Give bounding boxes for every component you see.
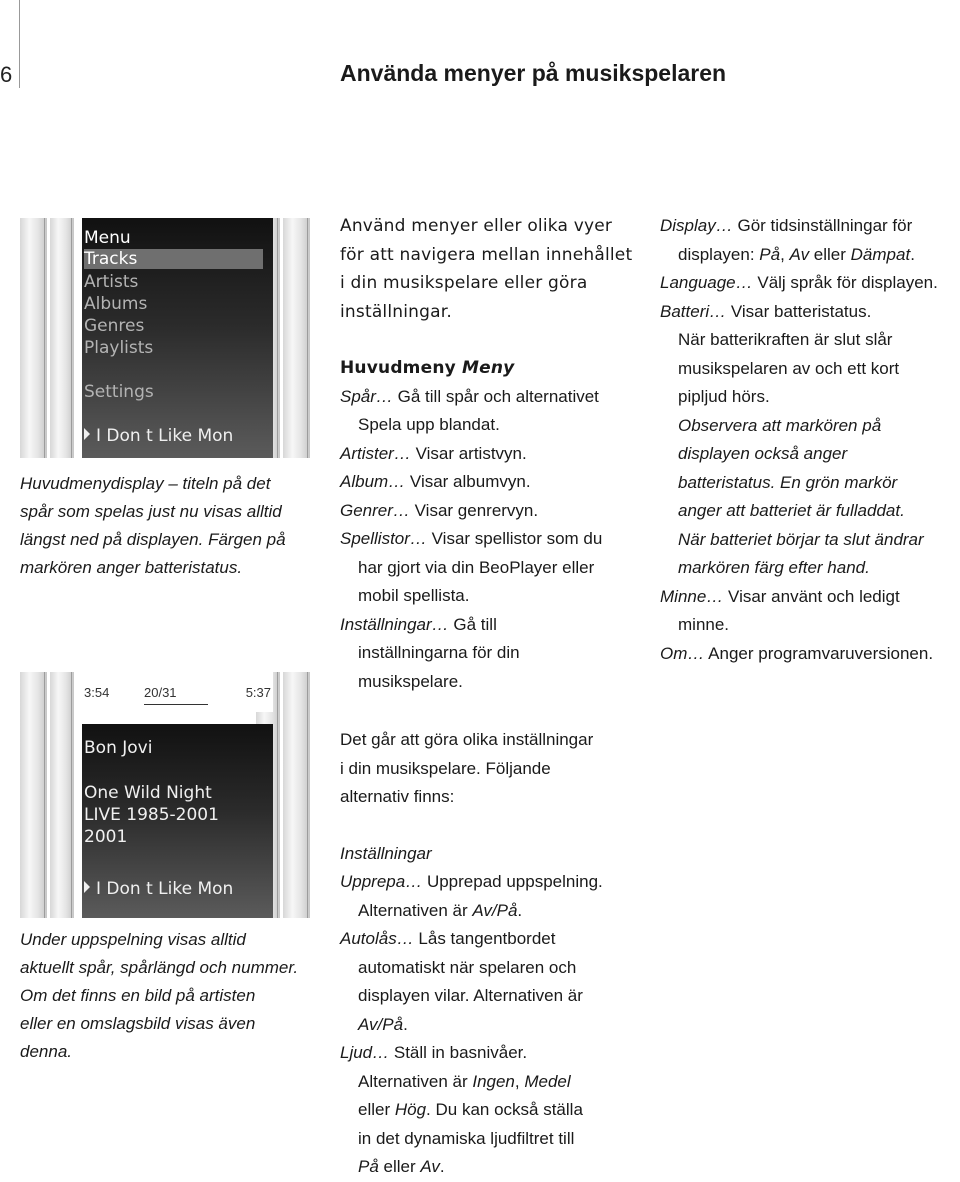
playback-screen: [82, 724, 273, 918]
now-playing-bar: [84, 426, 233, 446]
entry-artists: [340, 440, 645, 469]
play-icon: [84, 881, 90, 893]
battery-note: displayen också anger: [678, 444, 848, 463]
entry-text: Visar batteristatus.: [726, 301, 872, 321]
caption-line: längst ned på displayen. Färgen på: [20, 530, 286, 549]
entry-genres: [340, 497, 645, 526]
menu-screen: [82, 218, 273, 458]
entry-battery: [660, 298, 960, 327]
caption-line: eller en omslagsbild visas även: [20, 1014, 256, 1033]
caption-line: markören anger batteristatus.: [20, 558, 243, 577]
album-title: One Wild Night: [84, 783, 212, 803]
text-line: Använd menyer eller olika vyer: [340, 216, 613, 236]
entry-text: Alternativen är Av/På.: [358, 900, 523, 920]
progress-bar: [144, 704, 208, 705]
entry-text: Anger programvaruversionen.: [704, 643, 934, 663]
text-line: för att navigera mellan innehållet: [340, 244, 633, 265]
entry-language: [660, 269, 960, 298]
now-playing-bar: [84, 879, 233, 899]
device-bezel: [283, 218, 310, 458]
entry-text: Visar använt och ledigt: [723, 586, 900, 606]
entry-autolock: [340, 925, 650, 954]
artist-name: Bon Jovi: [84, 738, 153, 758]
entry-term: Genrer…: [340, 500, 410, 520]
battery-note: markören färg efter hand.: [678, 558, 870, 577]
entry-term: Artister…: [340, 443, 411, 463]
album-subtitle: LIVE 1985-2001: [84, 805, 219, 825]
entry-term: Language…: [660, 273, 753, 292]
entry-about: [660, 640, 960, 669]
text-line: i din musikspelare. Följande: [340, 758, 551, 778]
heading-italic: Meny: [462, 358, 515, 378]
entry-term: Upprepa…: [340, 872, 423, 891]
entry-text: Gå till spår och alternativet: [392, 386, 599, 406]
now-playing-title: I Don t Like Mon: [96, 879, 234, 899]
entry-text: När batterikraften är slut slår: [678, 330, 893, 349]
entry-text: Av/På.: [358, 1014, 408, 1034]
settings-section: [340, 726, 650, 1182]
entry-text: Visar albumvyn.: [405, 472, 531, 491]
entry-text: Alternativen är Ingen, Medel: [358, 1071, 571, 1091]
caption-line: Om det finns en bild på artisten: [20, 986, 256, 1005]
text-line: Det går att göra olika inställningar: [340, 730, 594, 749]
entry-tracks: [340, 383, 645, 412]
page-number: 6: [0, 62, 13, 87]
entry-term: Spår…: [340, 386, 393, 406]
entry-term: Album…: [340, 472, 406, 491]
entry-text: Lås tangentbordet: [413, 929, 556, 948]
entry-text: Gör tidsinställningar för: [732, 216, 913, 235]
track-count: 20/31: [144, 685, 177, 700]
page-divider: [19, 0, 20, 88]
entry-text: musikspelare.: [358, 671, 463, 691]
playback-display-illustration: [20, 672, 310, 918]
entry-text: displayen: På, Av eller Dämpat.: [678, 244, 915, 264]
entry-term: Om…: [660, 643, 705, 663]
entry-term: Inställningar…: [340, 614, 449, 634]
device-bezel: [50, 218, 74, 458]
caption-line: spår som spelas just nu visas alltid: [20, 502, 282, 521]
entry-albums: [340, 468, 645, 497]
menu-item-tracks: Tracks: [84, 249, 263, 269]
menu-item-settings: Settings: [84, 382, 154, 402]
menu-item-genres: Genres: [84, 316, 145, 336]
caption-line: Huvudmenydisplay – titeln på det: [20, 474, 271, 493]
entry-text: Upprepad uppspelning.: [422, 872, 603, 891]
play-icon: [84, 428, 90, 440]
entry-text: Välj språk för displayen.: [752, 273, 938, 292]
intro-text: [340, 212, 645, 326]
playback-status-strip: [82, 672, 273, 712]
entry-term: Ljud…: [340, 1043, 390, 1062]
text-line: alternativ finns:: [340, 787, 455, 806]
now-playing-title: I Don t Like Mon: [96, 426, 234, 446]
main-menu-section: [340, 212, 645, 696]
battery-note: När batteriet börjar ta slut ändrar: [678, 529, 924, 549]
entry-playlists: [340, 525, 645, 554]
playback-caption: [20, 926, 320, 1066]
entry-text: Visar artistvyn.: [410, 443, 527, 463]
elapsed-time: 3:54: [84, 685, 110, 700]
caption-line: denna.: [20, 1042, 72, 1061]
settings-options-section: [660, 212, 960, 668]
entry-repeat: [340, 868, 650, 897]
entry-term: Minne…: [660, 586, 724, 606]
text-line: i din musikspelare eller göra: [340, 273, 588, 293]
entry-text: Gå till: [448, 614, 497, 634]
entry-term: Spellistor…: [340, 529, 427, 548]
entry-term: Display…: [660, 216, 733, 235]
page-title: Använda menyer på musikspelaren: [340, 60, 727, 86]
entry-text: Spela upp blandat.: [358, 415, 500, 434]
entry-text: mobil spellista.: [358, 586, 470, 605]
entry-text: minne.: [678, 615, 730, 634]
entry-sound: [340, 1039, 650, 1068]
menu-item-playlists: Playlists: [84, 338, 154, 358]
entry-text: in det dynamiska ljudfiltret till: [358, 1128, 575, 1148]
menu-display-illustration: [20, 218, 310, 458]
section-heading: [340, 354, 645, 383]
device-bezel: [50, 672, 74, 918]
entry-term: Batteri…: [660, 301, 727, 321]
entry-text: har gjort via din BeoPlayer eller: [358, 557, 595, 577]
caption-line: Under uppspelning visas alltid: [20, 930, 246, 949]
entry-text: Ställ in basnivåer.: [389, 1043, 528, 1062]
text-line: inställningar.: [340, 301, 452, 322]
entry-text: musikspelaren av och ett kort: [678, 358, 900, 378]
heading-text: Huvudmeny: [340, 358, 463, 378]
device-bezel: [283, 672, 310, 918]
album-year: 2001: [84, 827, 128, 847]
entry-text: automatiskt när spelaren och: [358, 957, 577, 977]
battery-note: batteristatus. En grön markör: [678, 472, 898, 492]
entry-display: [660, 212, 960, 241]
entry-memory: [660, 583, 960, 612]
entry-text: Visar spellistor som du: [426, 529, 603, 548]
device-bezel: [20, 672, 47, 918]
device-bezel: [20, 218, 47, 458]
menu-caption: [20, 470, 320, 582]
total-time: 5:37: [245, 685, 271, 700]
entry-term: Autolås…: [340, 929, 414, 948]
entry-text: displayen vilar. Alternativen är: [358, 986, 583, 1005]
battery-note: anger att batteriet är fulladdat.: [678, 501, 905, 520]
caption-line: aktuellt spår, spårlängd och nummer.: [20, 958, 299, 977]
menu-heading: Menu: [84, 228, 131, 248]
entry-text: inställningarna för din: [358, 643, 520, 662]
battery-note: Observera att markören på: [678, 415, 882, 435]
entry-text: eller Hög. Du kan också ställa: [358, 1100, 583, 1119]
entry-text: pipljud hörs.: [678, 387, 770, 406]
menu-item-albums: Albums: [84, 294, 148, 314]
settings-heading: Inställningar: [340, 843, 432, 863]
entry-text: Visar genrervyn.: [409, 500, 539, 520]
menu-item-artists: Artists: [84, 272, 139, 292]
entry-text: På eller Av.: [358, 1157, 445, 1176]
entry-settings: [340, 611, 645, 640]
